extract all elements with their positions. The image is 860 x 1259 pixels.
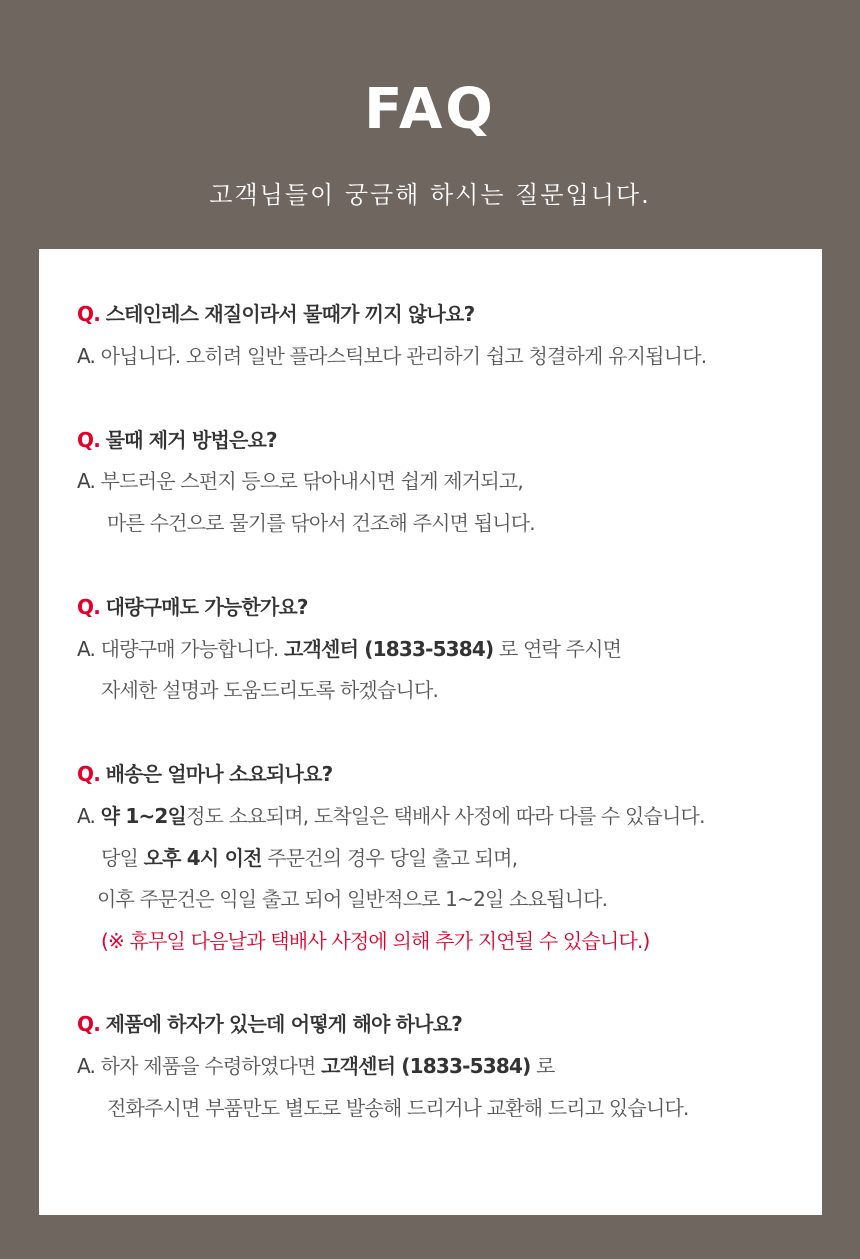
cutoff-time: 오후 4시 이전: [143, 846, 262, 870]
answer-text: 로: [535, 1054, 555, 1078]
answer-text: 당일: [101, 846, 139, 870]
faq-question-4: [77, 758, 332, 790]
answer-text: 이후 주문건은 익일 출고 되어 일반적으로 1~2일 소요됩니다.: [97, 887, 608, 911]
faq-answer-3-line-2: [101, 674, 438, 706]
faq-question-5: [77, 1008, 462, 1040]
a-marker: A.: [77, 1054, 96, 1078]
question-text: 대량구매도 가능한가요?: [105, 595, 308, 619]
q-marker: Q.: [77, 428, 100, 452]
page-title: FAQ: [364, 77, 496, 142]
answer-text: 로 연락 주시면: [498, 637, 622, 661]
delivery-duration: 약 1~2일: [100, 804, 187, 828]
faq-card: [39, 249, 822, 1215]
faq-answer-4-line-2: [101, 842, 517, 874]
q-marker: Q.: [77, 1012, 100, 1036]
question-text: 제품에 하자가 있는데 어떻게 해야 하나요?: [105, 1012, 463, 1036]
a-marker: A.: [77, 469, 96, 493]
a-marker: A.: [77, 344, 96, 368]
question-text: 스테인레스 재질이라서 물때가 끼지 않나요?: [105, 302, 475, 326]
question-text: 배송은 얼마나 소요되나요?: [105, 762, 333, 786]
a-marker: A.: [77, 637, 96, 661]
a-marker: A.: [77, 804, 96, 828]
answer-text: 하자 제품을 수령하였다면: [100, 1054, 316, 1078]
q-marker: Q.: [77, 762, 100, 786]
faq-answer-5-line-2: [107, 1092, 689, 1124]
faq-answer-2-line-2: [107, 507, 535, 539]
customer-center-phone: 고객센터 (1833-5384): [284, 637, 494, 661]
answer-text: 정도 소요되며, 도착일은 택배사 사정에 따라 다를 수 있습니다.: [186, 804, 705, 828]
answer-text: 대량구매 가능합니다.: [100, 637, 279, 661]
faq-header: [0, 0, 860, 249]
faq-question-2: [77, 424, 277, 456]
answer-text: 주문건의 경우 당일 출고 되며,: [267, 846, 518, 870]
question-text: 물때 제거 방법은요?: [105, 428, 277, 452]
delay-notice: [101, 925, 650, 957]
q-marker: Q.: [77, 302, 100, 326]
q-marker: Q.: [77, 595, 100, 619]
faq-answer-4: [77, 800, 705, 832]
faq-answer-4-line-3: [97, 883, 607, 915]
answer-text: 부드러운 스펀지 등으로 닦아내시면 쉽게 제거되고,: [100, 469, 523, 493]
faq-question-1: [77, 298, 474, 330]
page-subtitle: 고객님들이 궁금해 하시는 질문입니다.: [209, 181, 651, 209]
faq-answer-3: [77, 633, 621, 665]
answer-text: 아닙니다. 오히려 일반 플라스틱보다 관리하기 쉽고 청결하게 유지됩니다.: [100, 344, 707, 368]
answer-text: 전화주시면 부품만도 별도로 발송해 드리거나 교환해 드리고 있습니다.: [107, 1096, 689, 1120]
faq-answer-5: [77, 1050, 555, 1082]
faq-question-3: [77, 591, 308, 623]
notice-text: (※ 휴무일 다음날과 택배사 사정에 의해 추가 지연될 수 있습니다.): [101, 929, 650, 953]
answer-text: 자세한 설명과 도움드리도록 하겠습니다.: [101, 678, 439, 702]
faq-answer-2: [77, 465, 523, 497]
answer-text: 마른 수건으로 물기를 닦아서 건조해 주시면 됩니다.: [107, 511, 535, 535]
faq-answer-1: [77, 340, 706, 372]
customer-center-phone: 고객센터 (1833-5384): [321, 1054, 531, 1078]
